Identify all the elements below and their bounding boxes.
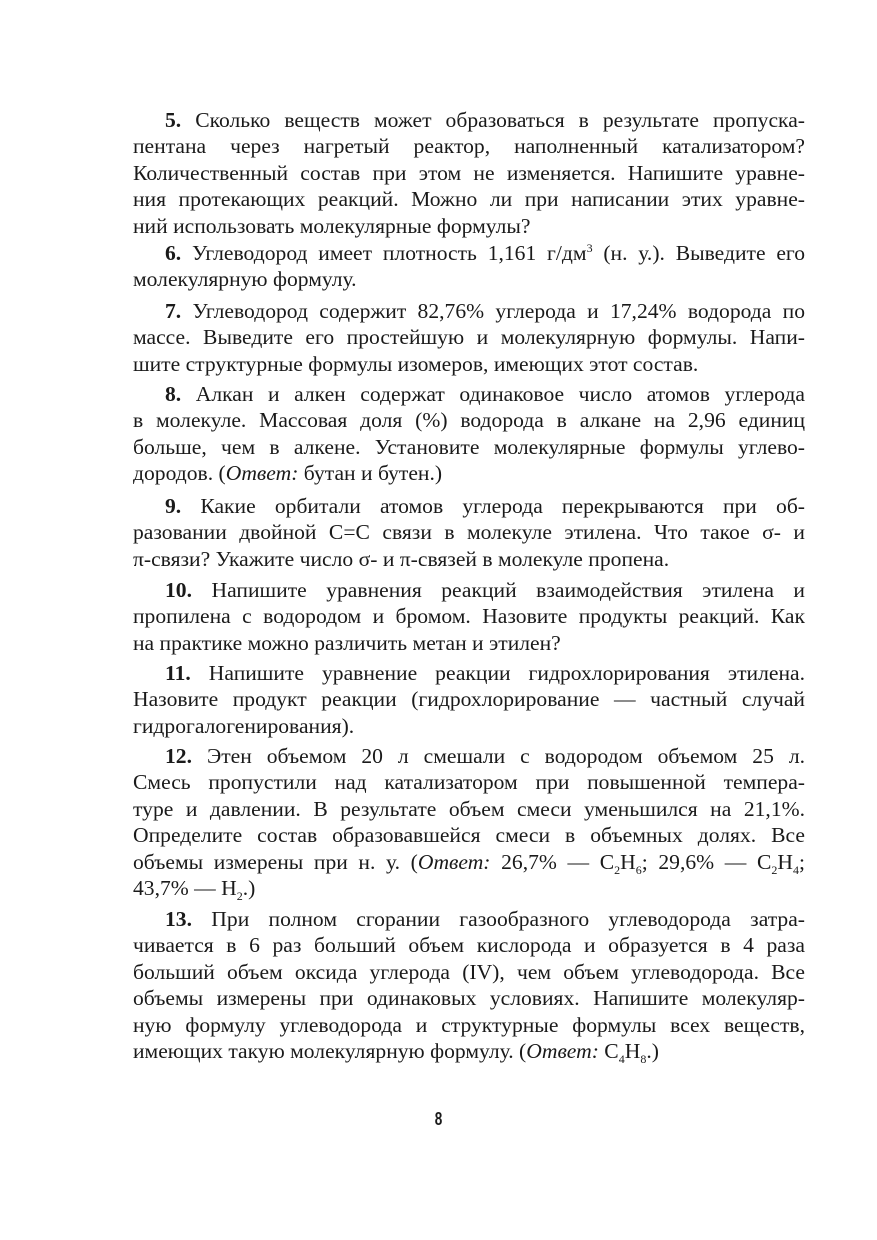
problem-line: на практике можно различить метан и этилен?: [133, 630, 561, 655]
problem-text: Углеводород содержит 82,76% углерода и 17,24% водорода по: [192, 299, 805, 323]
problem-number: 8.: [165, 382, 182, 406]
problem-9: [133, 493, 805, 572]
problem-line: больше, чем в алкене. Установите молекулярные формулы углево-: [133, 434, 805, 459]
problem-line: π-связи? Укажите число σ- и π-связей в молекуле пропена.: [133, 546, 670, 571]
problem-text: Углеводород имеет плотность 1,161 г/дм: [192, 241, 587, 265]
problem-8: [133, 381, 805, 487]
problem-line: Назовите продукт реакции (гидрохлорирование — частный случай: [133, 687, 805, 712]
problem-line: гидрогалогенирования).: [133, 713, 355, 738]
problem-10: [133, 577, 805, 656]
problem-line: больший объем оксида углерода (IV), чем объем углеводорода. Все: [133, 959, 805, 984]
problem-number: 12.: [165, 744, 192, 768]
problem-line: объемы измерены при одинаковых условиях. Напишите молекуляр-: [133, 986, 805, 1011]
problem-number: 7.: [165, 299, 182, 323]
problem-text: объемы измерены при н. у. (: [133, 849, 418, 874]
answer-label: Ответ:: [526, 1039, 599, 1064]
answer-text: H: [620, 849, 636, 874]
answer-text: C: [598, 1039, 619, 1064]
subscript: 6: [635, 862, 642, 877]
problem-text: Напишите уравнения реакций взаимодействия этилена и: [211, 578, 805, 602]
problem-line: ния протекающих реакций. Можно ли при написании этих уравне-: [133, 187, 805, 212]
problem-7: [133, 298, 805, 377]
problem-number: 10.: [165, 578, 192, 602]
subscript: 4: [618, 1052, 625, 1067]
answer-text: ;: [799, 849, 805, 874]
problem-line: [133, 107, 805, 133]
answer-text: H: [624, 1039, 641, 1064]
answer-text: .): [242, 876, 256, 901]
problem-text: дородов. (: [133, 461, 226, 486]
answer-text: 26,7% — C: [490, 849, 615, 874]
problem-line: массе. Выведите его простейшую и молекулярную формулы. Напи-: [133, 325, 805, 350]
problem-line: разовании двойной С=С связи в молекуле этилена. Что такое σ- и: [133, 520, 805, 545]
problem-line: молекулярную формулу.: [133, 267, 357, 292]
problem-number: 9.: [165, 494, 182, 518]
problem-line: [133, 381, 805, 407]
answer-text: H: [777, 849, 793, 874]
page-number: 8: [434, 1109, 443, 1129]
subscript: 2: [614, 862, 621, 877]
answer-text: .): [646, 1039, 659, 1064]
problem-text: имеющих такую молекулярную формулу. (: [133, 1039, 527, 1064]
subscript: 4: [793, 862, 799, 877]
problem-line: пропилена с водородом и бромом. Назовите продукты реакций. Как: [133, 604, 805, 629]
subscript: 8: [640, 1052, 647, 1067]
problem-line: [133, 1038, 805, 1067]
problem-number: 13.: [165, 907, 192, 931]
problem-13: [133, 906, 805, 1067]
problem-line: ний использовать молекулярные формулы?: [133, 213, 531, 238]
problem-line: Определите состав образовавшейся смеси в объемных долях. Все: [133, 823, 805, 848]
problem-line: ную формулу углеводорода и структурные формулы всех веществ,: [133, 1012, 805, 1037]
problem-line: [133, 906, 805, 932]
problem-line: шите структурные формулы изомеров, имеющих этот состав.: [133, 351, 699, 376]
problem-6: [133, 240, 805, 293]
problem-text: Сколько веществ может образоваться в результате пропуска-: [195, 108, 805, 132]
problem-line: [133, 660, 805, 686]
problem-text: При полном сгорании газообразного углеводорода затра-: [211, 907, 805, 931]
problem-line: [133, 577, 805, 603]
problem-line: в молекуле. Массовая доля (%) водорода в алкане на 2,96 единиц: [133, 408, 805, 433]
problem-number: 11.: [165, 661, 191, 685]
problem-text: Этен объемом 20 л смешали с водородом объемом 25 л.: [206, 744, 805, 768]
problem-number: 5.: [165, 108, 182, 132]
subscript: 2: [771, 862, 778, 877]
problem-line: [133, 493, 805, 519]
problem-text: (н. у.). Выведите его: [592, 241, 806, 265]
answer-text: ; 29,6% — C: [641, 849, 772, 874]
problem-line: [133, 240, 805, 266]
answer-text: бутан и бутен.): [298, 461, 443, 486]
problem-text: Алкан и алкен содержат одинаковое число атомов углерода: [195, 382, 805, 406]
problem-11: [133, 660, 805, 739]
problem-line: туре и давлении. В результате объем смеси уменьшился на 21,1%.: [133, 796, 805, 821]
problem-5: [133, 107, 805, 239]
subscript: 2: [236, 889, 243, 904]
superscript: 3: [586, 241, 593, 255]
problem-line: [133, 875, 805, 904]
answer-label: Ответ:: [225, 461, 299, 486]
problem-line: [133, 743, 805, 769]
problem-line: чивается в 6 раз больший объем кислорода и образуется в 4 раза: [133, 933, 805, 958]
problem-line: [133, 849, 805, 875]
problem-12: [133, 743, 805, 904]
problem-line: Количественный состав при этом не изменяется. Напишите уравне-: [133, 160, 805, 185]
problem-text: Какие орбитали атомов углерода перекрываются при об-: [200, 494, 805, 518]
answer-label: Ответ:: [417, 849, 491, 874]
problem-line: [133, 298, 805, 324]
problem-line: [133, 460, 805, 486]
problem-line: пентана через нагретый реактор, наполненный катализатором?: [133, 134, 805, 159]
problem-number: 6.: [165, 241, 182, 265]
problem-line: Смесь пропустили над катализатором при повышенной темпера-: [133, 770, 805, 795]
problem-text: Напишите уравнение реакции гидрохлорирования этилена.: [208, 661, 805, 685]
answer-text: 43,7% — H: [133, 876, 237, 901]
